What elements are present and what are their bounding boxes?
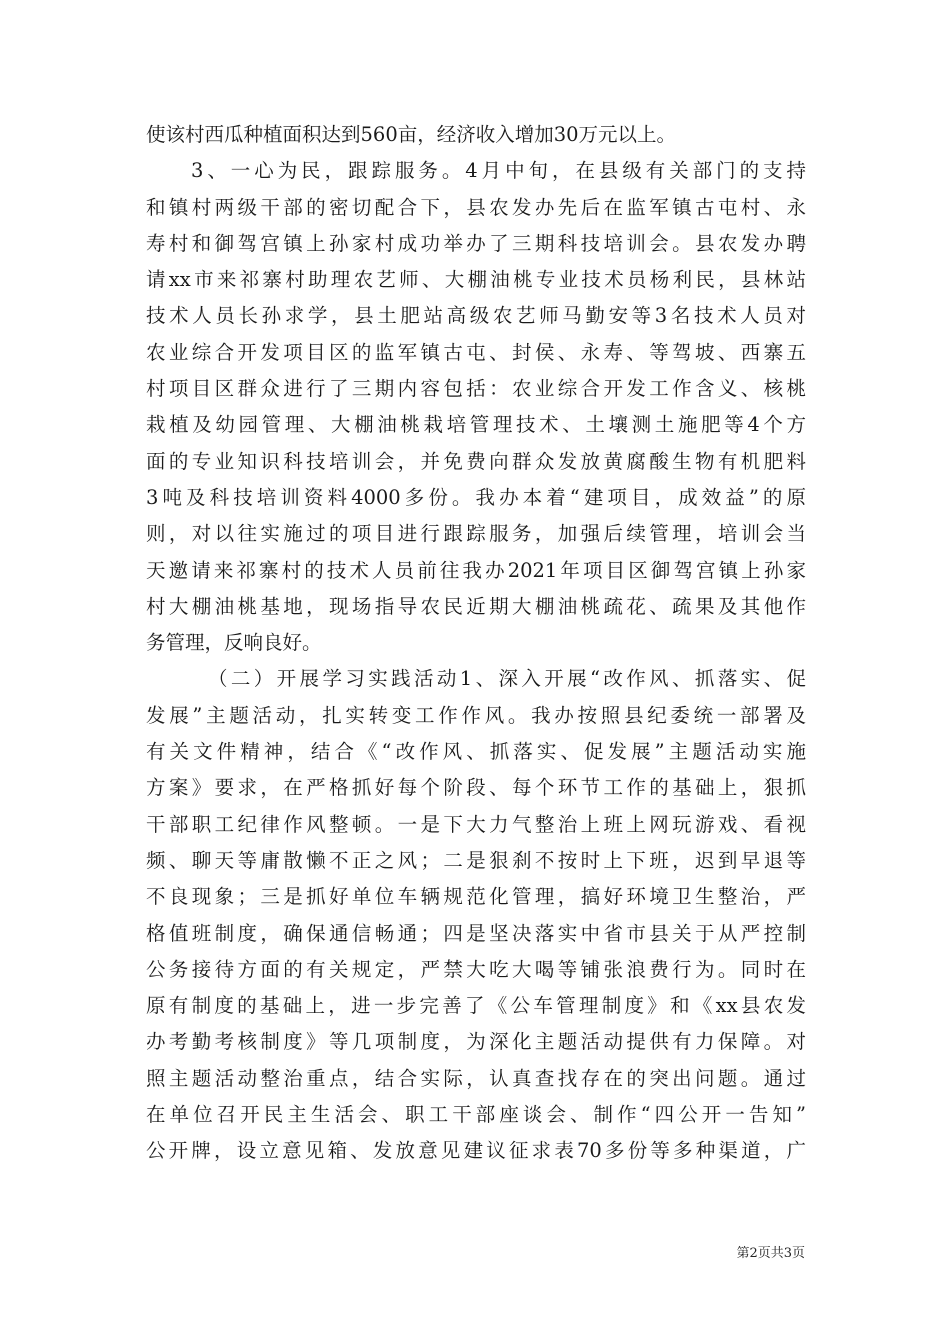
text-line: 在单位召开民主生活会、职工干部座谈会、制作“四公开一告知” bbox=[146, 1103, 806, 1127]
text-line: 寿村和御驾宫镇上孙家村成功举办了三期科技培训会。县农发办聘 bbox=[146, 231, 806, 255]
text-line: 请xx市来祁寨村助理农艺师、大棚油桃专业技术员杨利民，县林站 bbox=[146, 268, 806, 292]
text-line: 格值班制度，确保通信畅通；四是坚决落实中省市县关于从严控制 bbox=[146, 921, 806, 945]
text-line: 原有制度的基础上，进一步完善了《公车管理制度》和《xx县农发 bbox=[146, 994, 806, 1018]
page-number: 第2页共3页 bbox=[736, 1246, 805, 1261]
text-line: 办考勤考核制度》等几项制度，为深化主题活动提供有力保障。对 bbox=[146, 1030, 806, 1054]
document-body bbox=[146, 117, 806, 1170]
text-line: 公务接待方面的有关规定，严禁大吃大喝等铺张浪费行为。同时在 bbox=[146, 957, 806, 981]
text-line: 技术人员长孙求学，县土肥站高级农艺师马勤安等3名技术人员对 bbox=[146, 304, 806, 328]
text-line: 村项目区群众进行了三期内容包括：农业综合开发工作含义、核桃 bbox=[146, 377, 806, 401]
text-line: 公开牌，设立意见箱、发放意见建议征求表70多份等多种渠道，广 bbox=[146, 1139, 806, 1163]
text-line: 频、聊天等庸散懒不正之风；二是狠刹不按时上下班，迟到早退等 bbox=[146, 848, 806, 872]
text-line: （二）开展学习实践活动1、深入开展“改作风、抓落实、促 bbox=[208, 667, 806, 691]
text-line: 照主题活动整治重点，结合实际，认真查找存在的突出问题。通过 bbox=[146, 1066, 806, 1090]
text-line: 3吨及科技培训资料4000多份。我办本着“建项目，成效益”的原 bbox=[146, 485, 806, 509]
text-line: 不良现象；三是抓好单位车辆规范化管理，搞好环境卫生整治，严 bbox=[146, 885, 806, 909]
text-line: 农业综合开发项目区的监军镇古屯、封侯、永寿、等驾坡、西寨五 bbox=[146, 340, 806, 364]
text-line: 方案》要求，在严格抓好每个阶段、每个环节工作的基础上，狠抓 bbox=[146, 776, 806, 800]
text-line: 3、一心为民，跟踪服务。4月中旬，在县级有关部门的支持 bbox=[191, 159, 806, 183]
text-line: 则，对以往实施过的项目进行跟踪服务，加强后续管理，培训会当 bbox=[146, 522, 806, 546]
text-line: 村大棚油桃基地，现场指导农民近期大棚油桃疏花、疏果及其他作 bbox=[146, 594, 806, 618]
text-line: 务管理，反响良好。 bbox=[146, 631, 322, 655]
text-line: 有关文件精神，结合《“改作风、抓落实、促发展”主题活动实施 bbox=[146, 740, 806, 764]
text-line: 发展”主题活动，扎实转变工作作风。我办按照县纪委统一部署及 bbox=[146, 703, 806, 727]
text-line: 天邀请来祁寨村的技术人员前往我办2021年项目区御驾宫镇上孙家 bbox=[146, 558, 806, 582]
text-line: 栽植及幼园管理、大棚油桃栽培管理技术、土壤测土施肥等4个方 bbox=[146, 413, 806, 437]
text-line: 面的专业知识科技培训会，并免费向群众发放黄腐酸生物有机肥料 bbox=[146, 449, 806, 473]
text-line: 和镇村两级干部的密切配合下，县农发办先后在监军镇古屯村、永 bbox=[146, 195, 806, 219]
text-line: 干部职工纪律作风整顿。一是下大力气整治上班上网玩游戏、看视 bbox=[146, 812, 806, 836]
text-line: 使该村西瓜种植面积达到560亩，经济收入增加30万元以上。 bbox=[146, 123, 677, 146]
